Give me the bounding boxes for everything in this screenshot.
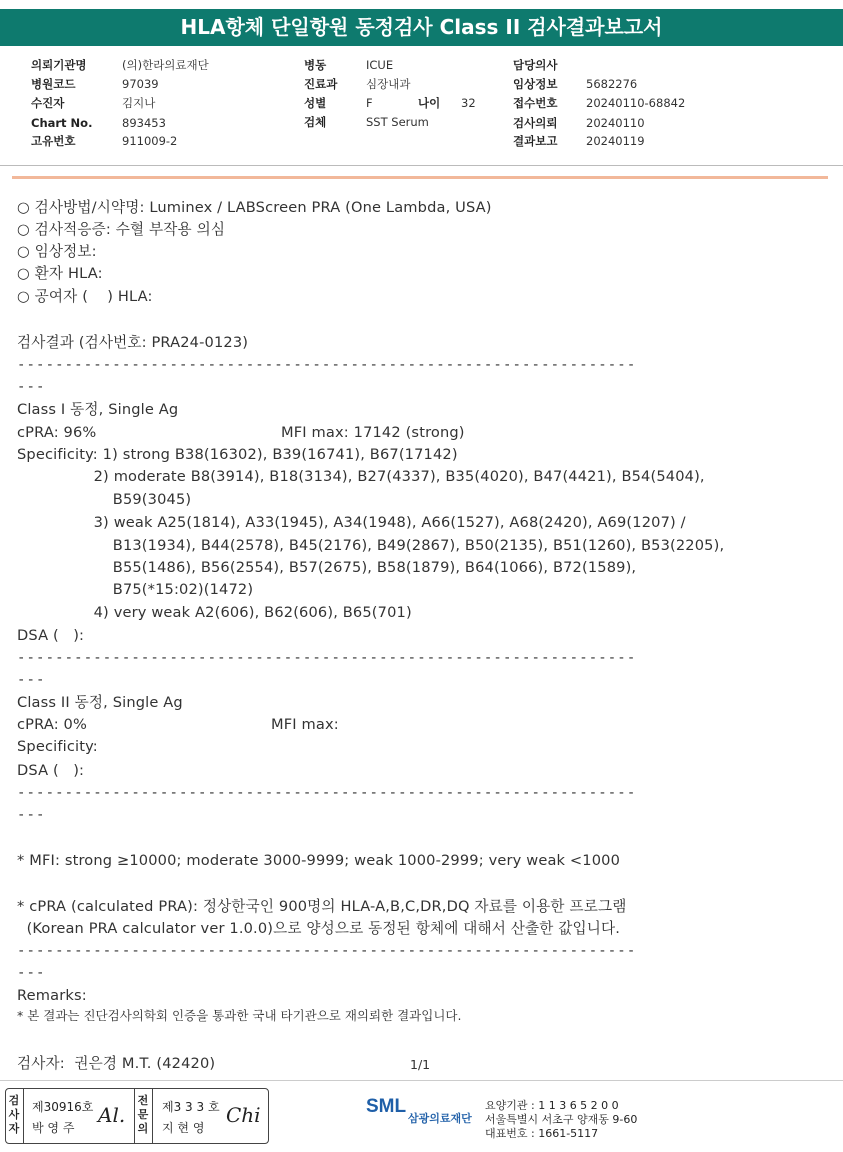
doctor-label-char: 문 (137, 1108, 149, 1121)
doctor-signature: Chi (226, 1103, 261, 1127)
address-line: 서울특별시 서초구 양재동 9-60 (485, 1113, 638, 1126)
header-label-report-date: 결과보고 (513, 134, 558, 148)
header-label-age: 나이 (418, 96, 441, 110)
report-title: HLA항체 단일항원 동정검사 Class II 검사결과보고서 (0, 9, 843, 46)
examiner: 검사자: 권은경 M.T. (42420) (17, 1055, 216, 1072)
accent-divider (12, 176, 828, 179)
signature-box (5, 1088, 269, 1144)
header-label-doctor: 담당의사 (513, 58, 558, 72)
class2-title: Class II 동정, Single Ag (17, 694, 183, 711)
header-label-ward: 병동 (304, 58, 327, 72)
header-label-clinical-info: 임상정보 (513, 77, 558, 91)
header-label-hospital-code: 병원코드 (31, 77, 76, 91)
header-value-specimen: SST Serum (366, 115, 429, 129)
doctor-label-char: 의 (137, 1122, 149, 1135)
class1-cpra: cPRA: 96% (17, 424, 97, 441)
header-label-specimen: 검체 (304, 115, 327, 129)
note-mfi: * MFI: strong ≥10000; moderate 3000-9999; weak 1000-2999; very weak <1000 (17, 852, 621, 869)
footer-divider (0, 1080, 843, 1081)
header-value-patient: 김지나 (122, 96, 156, 110)
class1-spec-line: B75(*15:02)(1472) (17, 581, 254, 598)
class2-cpra: cPRA: 0% (17, 716, 88, 733)
header-value-institution: (의)한라의료재단 (122, 58, 209, 72)
header-value-request-date: 20240110 (586, 116, 645, 130)
remarks-text: * 본 결과는 진단검사의학회 인증을 통과한 국내 타기관으로 재의뢰한 결과입니다. (17, 1008, 462, 1023)
info-patient-hla: ○ 환자 HLA: (17, 265, 103, 282)
info-indication: ○ 검사적응증: 수혈 부작용 의심 (17, 221, 226, 238)
header-value-department: 심장내과 (366, 77, 411, 91)
dash-tail: --- (17, 807, 46, 823)
dash-line: ----------------------------------------------------------------- (17, 943, 637, 959)
class1-dsa: DSA ( ): (17, 627, 85, 644)
sign-divider (23, 1089, 24, 1143)
info-clinical: ○ 임상정보: (17, 243, 97, 260)
header-value-accession-no: 20240110-68842 (586, 96, 686, 110)
sign-divider (134, 1089, 135, 1143)
page-number: 1/1 (410, 1057, 431, 1072)
header-label-unique-no: 고유번호 (31, 134, 76, 148)
header-label-sex: 성별 (304, 96, 327, 110)
class1-mfi: MFI max: 17142 (strong) (281, 424, 465, 441)
dash-line: ----------------------------------------------------------------- (17, 785, 637, 801)
doctor-label (137, 1094, 149, 1136)
doctor-license: 제3 3 3 호 (162, 1100, 220, 1114)
class1-spec-line: B13(1934), B44(2578), B45(2176), B49(2867), B50(2135), B51(1260), B53(2205), (17, 537, 725, 554)
class2-mfi: MFI max: (271, 716, 339, 733)
dash-line: ----------------------------------------------------------------- (17, 357, 637, 373)
class2-specificity: Specificity: (17, 738, 98, 755)
doctor-label-char: 전 (137, 1094, 149, 1107)
class1-spec-line: Specificity: 1) strong B38(16302), B39(16741), B67(17142) (17, 446, 458, 463)
header-label-institution: 의뢰기관명 (31, 58, 87, 72)
header-label-department: 진료과 (304, 77, 338, 91)
tester-label-char: 검 (8, 1094, 20, 1107)
sml-logo-mark: SML (366, 1096, 407, 1117)
result-header: 검사결과 (검사번호: PRA24-0123) (17, 334, 249, 351)
class1-spec-line: 3) weak A25(1814), A33(1945), A34(1948), A66(1527), A68(2420), A69(1207) / (17, 514, 686, 531)
tester-label-char: 자 (8, 1122, 20, 1135)
remarks-label: Remarks: (17, 987, 87, 1004)
dash-tail: --- (17, 965, 46, 981)
header-value-clinical-info: 5682276 (586, 77, 638, 91)
header-label-patient: 수진자 (31, 96, 65, 110)
header-divider (0, 165, 843, 166)
class1-spec-line: 2) moderate B8(3914), B18(3134), B27(4337), B35(4020), B47(4421), B54(5404), (17, 468, 705, 485)
header-label-chart-no: Chart No. (31, 116, 93, 130)
address-line: 요양기관 : 1 1 3 6 5 2 0 0 (485, 1099, 619, 1112)
header-value-age: 32 (461, 96, 476, 110)
tester-label (8, 1094, 20, 1136)
tester-label-char: 사 (8, 1108, 20, 1121)
dash-line: ----------------------------------------------------------------- (17, 650, 637, 666)
class1-spec-line: B55(1486), B56(2554), B57(2675), B58(1879), B64(1066), B72(1589), (17, 559, 637, 576)
dash-tail: --- (17, 672, 46, 688)
header-value-hospital-code: 97039 (122, 77, 159, 91)
sign-divider (152, 1089, 153, 1143)
header-value-chart-no: 893453 (122, 116, 166, 130)
info-donor-hla: ○ 공여자 ( ) HLA: (17, 288, 153, 305)
info-method: ○ 검사방법/시약명: Luminex / LABScreen PRA (One Lambda, USA) (17, 199, 492, 216)
doctor-name: 지 현 영 (162, 1121, 205, 1135)
dash-tail: --- (17, 379, 46, 395)
address-line: 대표번호 : 1661-5117 (485, 1127, 599, 1140)
tester-name: 박 영 주 (32, 1121, 75, 1135)
header-label-accession-no: 접수번호 (513, 96, 558, 110)
header-value-report-date: 20240119 (586, 134, 645, 148)
note-cpra: * cPRA (calculated PRA): 정상한국인 900명의 HLA-A,B,C,DR,DQ 자료를 이용한 프로그램 (17, 898, 627, 915)
tester-signature: Al. (98, 1103, 126, 1127)
header-label-request-date: 검사의뢰 (513, 116, 558, 130)
class1-title: Class I 동정, Single Ag (17, 401, 179, 418)
class2-dsa: DSA ( ): (17, 762, 85, 779)
header-value-ward: ICUE (366, 58, 394, 72)
class1-spec-line: B59(3045) (17, 491, 192, 508)
header-value-unique-no: 911009-2 (122, 134, 178, 148)
sml-logo-name: 삼광의료재단 (408, 1112, 472, 1125)
note-cpra-cont: (Korean PRA calculator ver 1.0.0)으로 양성으로 동정된 항체에 대해서 산출한 값입니다. (17, 920, 621, 937)
header-value-sex: F (366, 96, 373, 110)
tester-license: 제30916호 (32, 1100, 94, 1114)
class1-spec-line: 4) very weak A2(606), B62(606), B65(701) (17, 604, 412, 621)
